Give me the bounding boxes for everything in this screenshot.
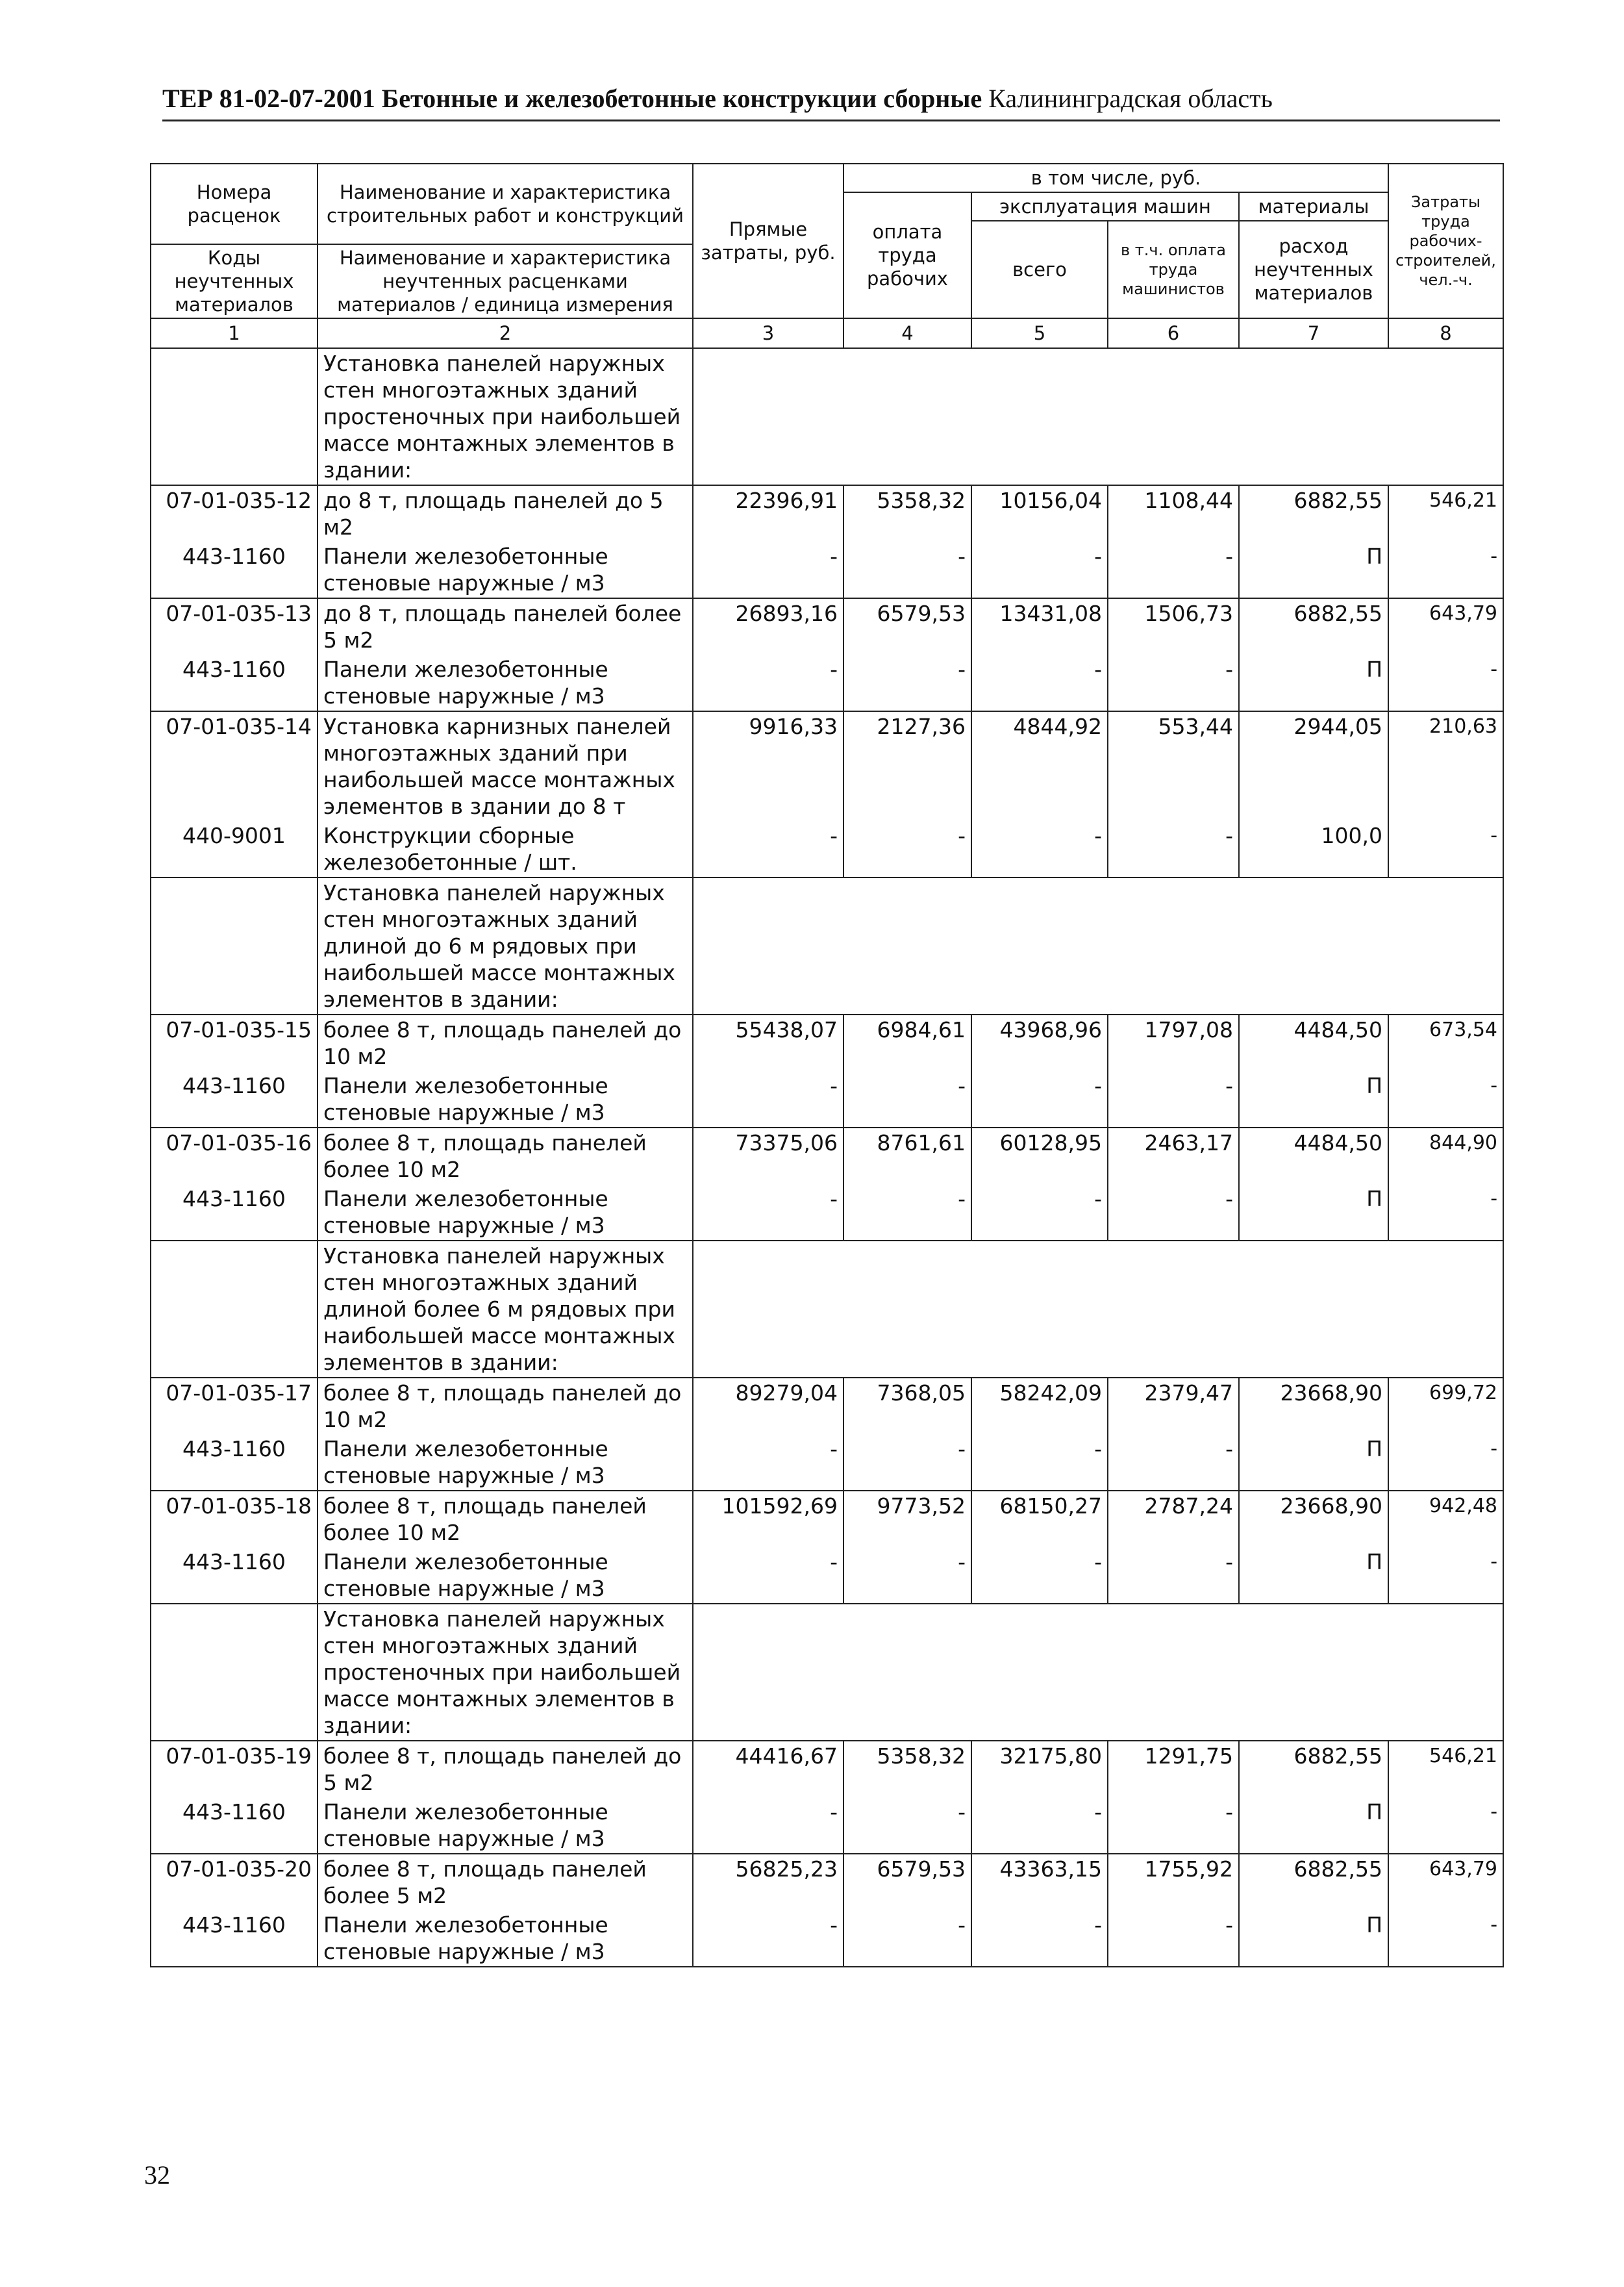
col-header-labor: Затраты труда рабочих-строителей, чел.-ч. bbox=[1388, 164, 1503, 318]
section-blank-cell bbox=[693, 348, 1503, 485]
material-value: - bbox=[843, 1184, 971, 1241]
material-value: - bbox=[971, 655, 1108, 711]
material-value: - bbox=[971, 821, 1108, 878]
material-value: - bbox=[1108, 1910, 1239, 1967]
material-value: П bbox=[1239, 1547, 1388, 1604]
rate-value: 1108,44 bbox=[1108, 485, 1239, 542]
material-code: 443-1160 bbox=[151, 655, 318, 711]
rate-row bbox=[151, 1015, 1503, 1071]
material-row bbox=[151, 1547, 1503, 1604]
material-value: П bbox=[1239, 1797, 1388, 1854]
rate-value: 6882,55 bbox=[1239, 1741, 1388, 1797]
col-number: 5 bbox=[971, 318, 1108, 348]
rate-value: 643,79 bbox=[1388, 1854, 1503, 1910]
rate-code: 07-01-035-17 bbox=[151, 1378, 318, 1434]
col-header-material-codes: Коды неучтенных материалов bbox=[151, 244, 318, 318]
material-value: - bbox=[1388, 1547, 1503, 1604]
rate-value: 546,21 bbox=[1388, 485, 1503, 542]
material-description: Панели железобетонные стеновые наружные / м3 bbox=[318, 1434, 693, 1491]
material-value: - bbox=[1388, 1071, 1503, 1128]
material-value: - bbox=[971, 1184, 1108, 1241]
material-value: - bbox=[971, 542, 1108, 598]
rate-description: до 8 т, площадь панелей до 5 м2 bbox=[318, 485, 693, 542]
rate-value: 546,21 bbox=[1388, 1741, 1503, 1797]
column-numbers-row bbox=[151, 318, 1503, 348]
rate-description: более 8 т, площадь панелей более 10 м2 bbox=[318, 1128, 693, 1184]
rate-row bbox=[151, 1378, 1503, 1434]
col-number: 7 bbox=[1239, 318, 1388, 348]
section-blank-cell bbox=[151, 1241, 318, 1378]
rate-row bbox=[151, 1854, 1503, 1910]
material-value: - bbox=[843, 542, 971, 598]
rate-code: 07-01-035-19 bbox=[151, 1741, 318, 1797]
material-value: - bbox=[1388, 542, 1503, 598]
col-number: 6 bbox=[1108, 318, 1239, 348]
section-blank-cell bbox=[151, 1604, 318, 1741]
material-value: П bbox=[1239, 655, 1388, 711]
rate-description: более 8 т, площадь панелей до 10 м2 bbox=[318, 1015, 693, 1071]
rate-value: 10156,04 bbox=[971, 485, 1108, 542]
section-heading-row bbox=[151, 1604, 1503, 1741]
material-value: П bbox=[1239, 1184, 1388, 1241]
col-number: 2 bbox=[318, 318, 693, 348]
material-value: - bbox=[693, 1910, 843, 1967]
section-title: Установка панелей наружных стен многоэтажных зданий длиной более 6 м рядовых при наибольшей массе монтажных элементов в здании: bbox=[318, 1241, 693, 1378]
material-description: Конструкции сборные железобетонные / шт. bbox=[318, 821, 693, 878]
rate-code: 07-01-035-16 bbox=[151, 1128, 318, 1184]
rate-value: 58242,09 bbox=[971, 1378, 1108, 1434]
material-row bbox=[151, 1797, 1503, 1854]
rate-value: 6882,55 bbox=[1239, 1854, 1388, 1910]
col-number: 1 bbox=[151, 318, 318, 348]
section-title: Установка панелей наружных стен многоэтажных зданий длиной до 6 м рядовых при наибольшей массе монтажных элементов в здании: bbox=[318, 878, 693, 1015]
material-value: - bbox=[1108, 821, 1239, 878]
col-header-work-name: Наименование и характеристика строительных работ и конструкций bbox=[318, 164, 693, 244]
material-description: Панели железобетонные стеновые наружные / м3 bbox=[318, 655, 693, 711]
material-value: - bbox=[1108, 542, 1239, 598]
material-value: - bbox=[1108, 1547, 1239, 1604]
material-code: 440-9001 bbox=[151, 821, 318, 878]
rate-value: 60128,95 bbox=[971, 1128, 1108, 1184]
material-value: - bbox=[971, 1434, 1108, 1491]
material-row bbox=[151, 655, 1503, 711]
rate-value: 4844,92 bbox=[971, 711, 1108, 821]
material-code: 443-1160 bbox=[151, 1184, 318, 1241]
rate-row bbox=[151, 598, 1503, 655]
rate-description: более 8 т, площадь панелей более 5 м2 bbox=[318, 1854, 693, 1910]
material-row bbox=[151, 1071, 1503, 1128]
rate-code: 07-01-035-14 bbox=[151, 711, 318, 821]
material-description: Панели железобетонные стеновые наружные / м3 bbox=[318, 542, 693, 598]
document-title: Бетонные и железобетонные конструкции сборные bbox=[381, 84, 982, 113]
document-region: Калининградская область bbox=[988, 84, 1273, 113]
material-description: Панели железобетонные стеновые наружные / м3 bbox=[318, 1797, 693, 1854]
material-code: 443-1160 bbox=[151, 1547, 318, 1604]
rate-value: 32175,80 bbox=[971, 1741, 1108, 1797]
rate-value: 43363,15 bbox=[971, 1854, 1108, 1910]
material-value: - bbox=[971, 1547, 1108, 1604]
rate-value: 9916,33 bbox=[693, 711, 843, 821]
rate-row bbox=[151, 711, 1503, 821]
rate-value: 55438,07 bbox=[693, 1015, 843, 1071]
material-value: - bbox=[693, 821, 843, 878]
material-description: Панели железобетонные стеновые наружные / м3 bbox=[318, 1071, 693, 1128]
rate-value: 2787,24 bbox=[1108, 1491, 1239, 1547]
rate-value: 89279,04 bbox=[693, 1378, 843, 1434]
rate-value: 4484,50 bbox=[1239, 1015, 1388, 1071]
material-value: П bbox=[1239, 542, 1388, 598]
material-value: - bbox=[693, 655, 843, 711]
material-value: - bbox=[693, 1184, 843, 1241]
material-code: 443-1160 bbox=[151, 1071, 318, 1128]
rate-code: 07-01-035-18 bbox=[151, 1491, 318, 1547]
material-value: - bbox=[843, 1071, 971, 1128]
document-header bbox=[162, 83, 1500, 114]
table-header bbox=[151, 164, 1503, 348]
material-description: Панели железобетонные стеновые наружные / м3 bbox=[318, 1547, 693, 1604]
col-header-worker-pay: оплата труда рабочих bbox=[843, 192, 971, 318]
rate-value: 942,48 bbox=[1388, 1491, 1503, 1547]
rate-value: 56825,23 bbox=[693, 1854, 843, 1910]
material-value: - bbox=[843, 1797, 971, 1854]
material-row bbox=[151, 1434, 1503, 1491]
section-title: Установка панелей наружных стен многоэтажных зданий простеночных при наибольшей массе монтажных элементов в здании: bbox=[318, 1604, 693, 1741]
material-value: П bbox=[1239, 1434, 1388, 1491]
material-value: П bbox=[1239, 1910, 1388, 1967]
rate-value: 13431,08 bbox=[971, 598, 1108, 655]
rate-value: 2463,17 bbox=[1108, 1128, 1239, 1184]
col-header-operator-pay: в т.ч. оплата труда машинистов bbox=[1108, 221, 1239, 318]
rates-table bbox=[150, 163, 1504, 1967]
rate-value: 5358,32 bbox=[843, 1741, 971, 1797]
material-value: - bbox=[1388, 1434, 1503, 1491]
section-blank-cell bbox=[151, 348, 318, 485]
rate-value: 43968,96 bbox=[971, 1015, 1108, 1071]
material-row bbox=[151, 1184, 1503, 1241]
material-code: 443-1160 bbox=[151, 1797, 318, 1854]
rate-value: 2127,36 bbox=[843, 711, 971, 821]
rate-value: 643,79 bbox=[1388, 598, 1503, 655]
rate-value: 844,90 bbox=[1388, 1128, 1503, 1184]
material-value: - bbox=[693, 542, 843, 598]
material-value: - bbox=[843, 821, 971, 878]
material-value: - bbox=[971, 1797, 1108, 1854]
material-value: - bbox=[693, 1547, 843, 1604]
material-description: Панели железобетонные стеновые наружные / м3 bbox=[318, 1184, 693, 1241]
rate-value: 6984,61 bbox=[843, 1015, 971, 1071]
rate-value: 101592,69 bbox=[693, 1491, 843, 1547]
material-value: - bbox=[1108, 655, 1239, 711]
document-code: ТЕР 81-02-07-2001 bbox=[162, 84, 375, 113]
material-code: 443-1160 bbox=[151, 1434, 318, 1491]
rate-value: 2944,05 bbox=[1239, 711, 1388, 821]
rate-value: 9773,52 bbox=[843, 1491, 971, 1547]
col-header-unaccounted-materials: расход неучтенных материалов bbox=[1239, 221, 1388, 318]
rate-code: 07-01-035-20 bbox=[151, 1854, 318, 1910]
rate-value: 7368,05 bbox=[843, 1378, 971, 1434]
rate-description: более 8 т, площадь панелей до 5 м2 bbox=[318, 1741, 693, 1797]
rate-row bbox=[151, 1741, 1503, 1797]
rate-value: 673,54 bbox=[1388, 1015, 1503, 1071]
rate-value: 23668,90 bbox=[1239, 1378, 1388, 1434]
rate-code: 07-01-035-15 bbox=[151, 1015, 318, 1071]
rate-row bbox=[151, 485, 1503, 542]
rate-value: 4484,50 bbox=[1239, 1128, 1388, 1184]
material-row bbox=[151, 821, 1503, 878]
section-blank-cell bbox=[693, 878, 1503, 1015]
rate-description: Установка карнизных панелей многоэтажных зданий при наибольшей массе монтажных элементов в здании до 8 т bbox=[318, 711, 693, 821]
section-title: Установка панелей наружных стен многоэтажных зданий простеночных при наибольшей массе монтажных элементов в здании: bbox=[318, 348, 693, 485]
rate-code: 07-01-035-13 bbox=[151, 598, 318, 655]
rate-value: 1506,73 bbox=[1108, 598, 1239, 655]
rate-value: 6882,55 bbox=[1239, 598, 1388, 655]
material-code: 443-1160 bbox=[151, 542, 318, 598]
rate-description: более 8 т, площадь панелей до 10 м2 bbox=[318, 1378, 693, 1434]
material-value: - bbox=[971, 1910, 1108, 1967]
material-value: - bbox=[1388, 1797, 1503, 1854]
material-value: 100,0 bbox=[1239, 821, 1388, 878]
material-value: - bbox=[1388, 1184, 1503, 1241]
col-header-rate-numbers: Номера расценок bbox=[151, 164, 318, 244]
material-value: - bbox=[843, 1434, 971, 1491]
section-blank-cell bbox=[151, 878, 318, 1015]
col-header-materials: материалы bbox=[1239, 192, 1388, 221]
rate-description: до 8 т, площадь панелей более 5 м2 bbox=[318, 598, 693, 655]
rate-value: 2379,47 bbox=[1108, 1378, 1239, 1434]
section-heading-row bbox=[151, 348, 1503, 485]
material-row bbox=[151, 542, 1503, 598]
col-number: 4 bbox=[843, 318, 971, 348]
section-blank-cell bbox=[693, 1241, 1503, 1378]
section-blank-cell bbox=[693, 1604, 1503, 1741]
section-heading-row bbox=[151, 878, 1503, 1015]
rate-value: 210,63 bbox=[1388, 711, 1503, 821]
rate-value: 553,44 bbox=[1108, 711, 1239, 821]
material-value: - bbox=[1388, 1910, 1503, 1967]
header-rule bbox=[162, 120, 1500, 121]
rate-row bbox=[151, 1128, 1503, 1184]
rate-value: 6579,53 bbox=[843, 598, 971, 655]
material-value: П bbox=[1239, 1071, 1388, 1128]
col-header-direct-costs: Прямые затраты, руб. bbox=[693, 164, 843, 318]
col-header-machine-operation: эксплуатация машин bbox=[971, 192, 1239, 221]
material-code: 443-1160 bbox=[151, 1910, 318, 1967]
material-value: - bbox=[843, 655, 971, 711]
rate-value: 5358,32 bbox=[843, 485, 971, 542]
material-value: - bbox=[693, 1434, 843, 1491]
material-value: - bbox=[843, 1547, 971, 1604]
material-value: - bbox=[971, 1071, 1108, 1128]
rate-value: 44416,67 bbox=[693, 1741, 843, 1797]
material-value: - bbox=[1388, 821, 1503, 878]
rate-value: 8761,61 bbox=[843, 1128, 971, 1184]
material-value: - bbox=[1388, 655, 1503, 711]
page-number: 32 bbox=[144, 2160, 170, 2190]
material-value: - bbox=[843, 1910, 971, 1967]
rate-value: 1755,92 bbox=[1108, 1854, 1239, 1910]
material-value: - bbox=[693, 1071, 843, 1128]
rate-description: более 8 т, площадь панелей более 10 м2 bbox=[318, 1491, 693, 1547]
rate-value: 699,72 bbox=[1388, 1378, 1503, 1434]
col-number: 8 bbox=[1388, 318, 1503, 348]
rate-value: 1797,08 bbox=[1108, 1015, 1239, 1071]
material-value: - bbox=[1108, 1797, 1239, 1854]
material-value: - bbox=[693, 1797, 843, 1854]
col-header-including: в том числе, руб. bbox=[843, 164, 1388, 192]
col-header-material-name: Наименование и характеристика неучтенных расценками материалов / единица измерения bbox=[318, 244, 693, 318]
rate-value: 26893,16 bbox=[693, 598, 843, 655]
section-heading-row bbox=[151, 1241, 1503, 1378]
rate-value: 73375,06 bbox=[693, 1128, 843, 1184]
table-body bbox=[151, 348, 1503, 1967]
rate-value: 6882,55 bbox=[1239, 485, 1388, 542]
material-value: - bbox=[1108, 1184, 1239, 1241]
rate-value: 68150,27 bbox=[971, 1491, 1108, 1547]
material-row bbox=[151, 1910, 1503, 1967]
rate-value: 6579,53 bbox=[843, 1854, 971, 1910]
rate-value: 22396,91 bbox=[693, 485, 843, 542]
material-value: - bbox=[1108, 1434, 1239, 1491]
col-header-machines-total: всего bbox=[971, 221, 1108, 318]
material-description: Панели железобетонные стеновые наружные / м3 bbox=[318, 1910, 693, 1967]
col-number: 3 bbox=[693, 318, 843, 348]
rate-value: 23668,90 bbox=[1239, 1491, 1388, 1547]
rate-code: 07-01-035-12 bbox=[151, 485, 318, 542]
material-value: - bbox=[1108, 1071, 1239, 1128]
rate-value: 1291,75 bbox=[1108, 1741, 1239, 1797]
rate-row bbox=[151, 1491, 1503, 1547]
